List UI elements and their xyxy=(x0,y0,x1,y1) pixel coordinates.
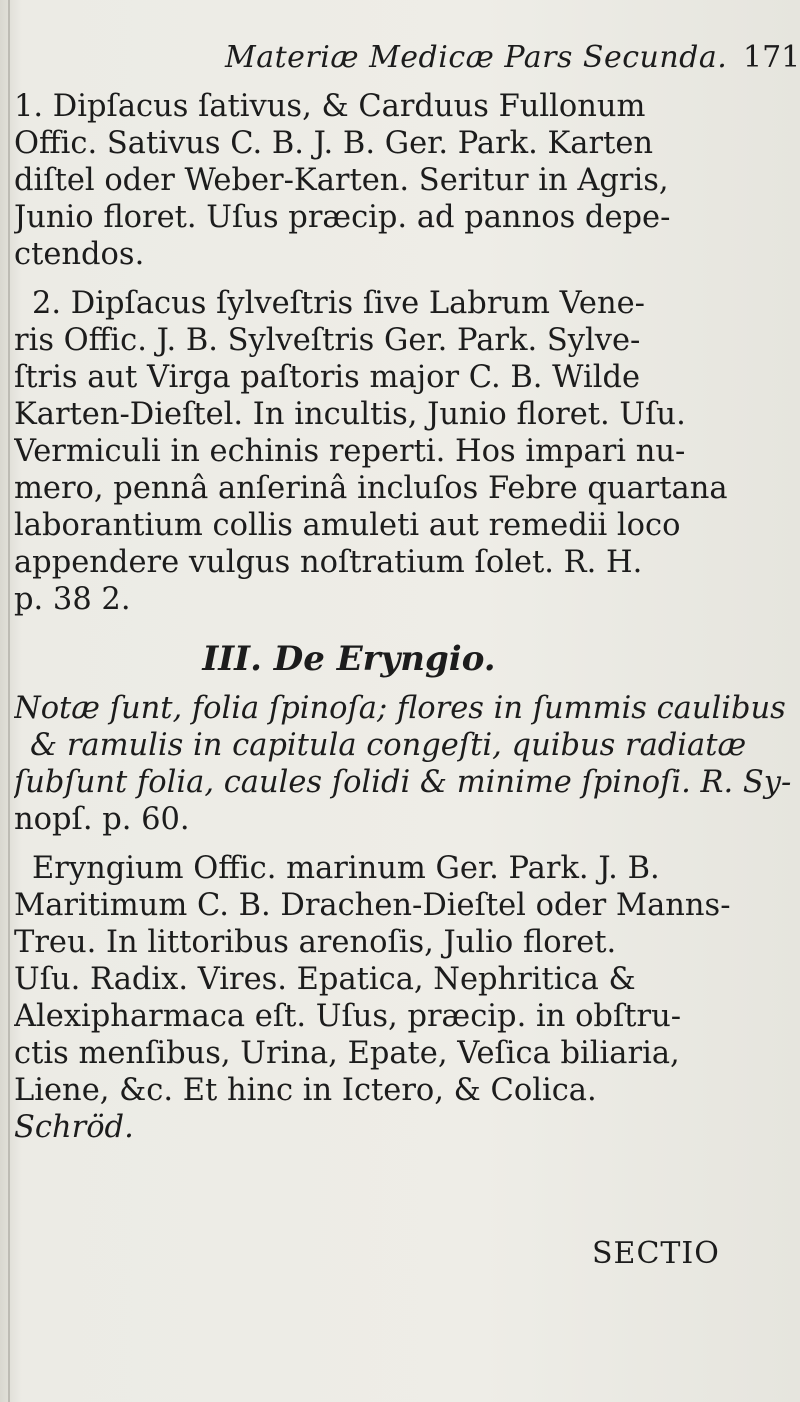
text-line: Schröd. xyxy=(14,1110,134,1145)
notae-paragraph xyxy=(14,690,794,838)
text-line: diſtel oder Weber-Karten. Seritur in Agris, xyxy=(14,163,669,198)
text-line: Maritimum C. B. Drachen-Dieſtel oder Manns- xyxy=(14,888,731,923)
text-line: mero, pennâ anſerinâ incluſos Febre quartana xyxy=(14,471,728,506)
text-line: ris Offic. J. B. Sylveſtris Ger. Park. Sylve- xyxy=(14,323,641,358)
text-line: Junio floret. Uſus præcip. ad pannos depe- xyxy=(14,200,671,235)
entry-eryngium xyxy=(14,850,794,1146)
text-line: Liene, &c. Et hinc in Ictero, & Colica. xyxy=(14,1073,597,1108)
text-line: 2. Dipſacus ſylveſtris ſive Labrum Vene- xyxy=(32,286,645,321)
text-line: Notæ ſunt, folia ſpinoſa; flores in ſummis caulibus xyxy=(14,691,786,726)
text-line: ctis menſibus, Urina, Epate, Veſica biliaria, xyxy=(14,1036,680,1071)
text-line: ſtris aut Virga paſtoris major C. B. Wilde xyxy=(14,360,641,395)
text-line: & ramulis in capitula congeſti, quibus radiatæ xyxy=(30,728,747,763)
text-line: 1. Dipſacus ſativus, & Carduus Fullonum xyxy=(14,89,646,124)
text-line: ſubſunt folia, caules ſolidi & minime ſpinoſi. R. Sy- xyxy=(14,765,792,800)
running-head: Materiæ Medicæ Pars Secunda. xyxy=(225,40,728,75)
page-number: 171 xyxy=(743,40,800,75)
text-line: ctendos. xyxy=(14,237,145,272)
text-line: laborantium collis amuleti aut remedii loco xyxy=(14,508,681,543)
text-line: Treu. In littoribus arenoſis, Julio floret. xyxy=(14,925,617,960)
text-line: Uſu. Radix. Vires. Epatica, Nephritica & xyxy=(14,962,636,997)
text-line: p. 38 2. xyxy=(14,582,131,617)
section-heading: III. De Eryngio. xyxy=(202,639,496,679)
text-line: Vermiculi in echinis reperti. Hos impari nu- xyxy=(14,434,686,469)
page-header xyxy=(0,40,800,80)
text-line: Offic. Sativus C. B. J. B. Ger. Park. Karten xyxy=(14,126,654,161)
text-line: nopſ. p. 60. xyxy=(14,802,190,837)
text-line: Eryngium Offic. marinum Ger. Park. J. B. xyxy=(32,851,660,886)
page-gutter-shadow xyxy=(8,0,10,1402)
text-line: Alexipharmaca eſt. Uſus, præcip. in obſtru- xyxy=(14,999,682,1034)
text-line: appendere vulgus noſtratium ſolet. R. H. xyxy=(14,545,643,580)
entry-dipsacus-sylvestris xyxy=(14,285,794,618)
catchword: SECTIO xyxy=(592,1236,720,1271)
entry-dipsacus-sativus xyxy=(14,88,794,273)
page-body xyxy=(14,88,794,1146)
text-line: Karten-Dieſtel. In incultis, Junio floret. Uſu. xyxy=(14,397,686,432)
